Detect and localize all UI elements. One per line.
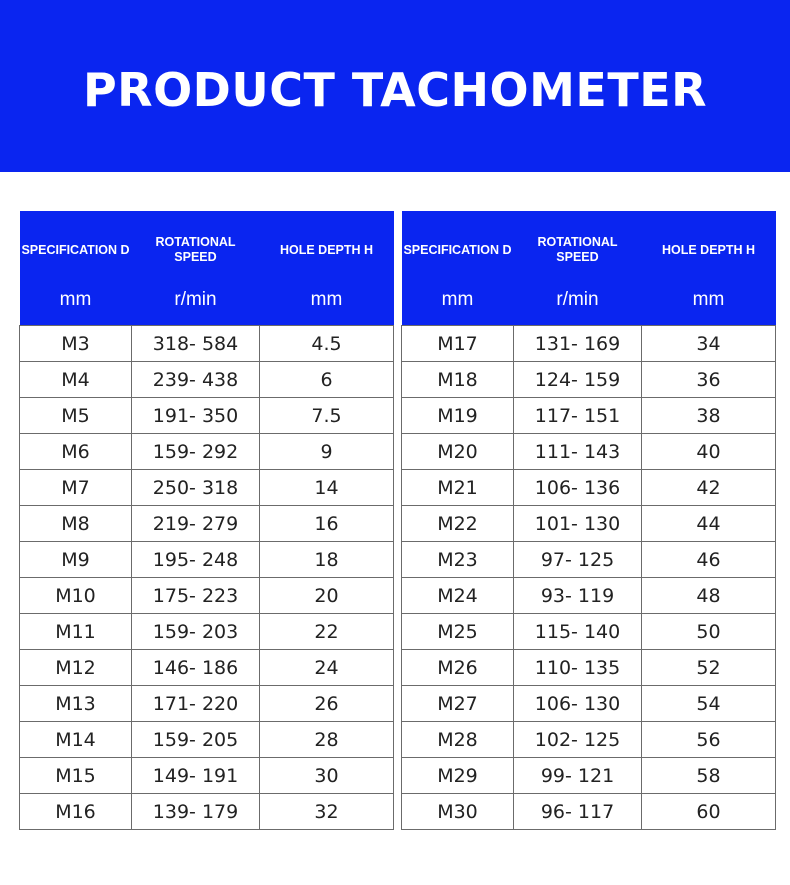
cell-speed: 111- 143 — [514, 434, 642, 470]
header-hole-depth: HOLE DEPTH H — [642, 211, 776, 289]
header-speed-line2: SPEED — [556, 250, 599, 264]
cell-speed: 239- 438 — [132, 362, 260, 398]
cell-speed: 195- 248 — [132, 542, 260, 578]
table-body — [402, 326, 776, 830]
cell-depth: 9 — [260, 434, 394, 470]
table-row — [402, 326, 776, 362]
table-row — [402, 578, 776, 614]
cell-depth: 32 — [260, 794, 394, 830]
cell-spec: M22 — [402, 506, 514, 542]
cell-depth: 54 — [642, 686, 776, 722]
cell-depth: 6 — [260, 362, 394, 398]
cell-speed: 93- 119 — [514, 578, 642, 614]
cell-speed: 175- 223 — [132, 578, 260, 614]
cell-speed: 171- 220 — [132, 686, 260, 722]
cell-spec: M19 — [402, 398, 514, 434]
cell-depth: 36 — [642, 362, 776, 398]
cell-speed: 159- 203 — [132, 614, 260, 650]
cell-speed: 115- 140 — [514, 614, 642, 650]
header-hole-depth: HOLE DEPTH H — [260, 211, 394, 289]
table-row — [20, 470, 394, 506]
cell-speed: 318- 584 — [132, 326, 260, 362]
title-banner — [0, 0, 790, 172]
cell-spec: M4 — [20, 362, 132, 398]
cell-spec: M16 — [20, 794, 132, 830]
cell-spec: M5 — [20, 398, 132, 434]
unit-speed: r/min — [132, 289, 260, 326]
spec-table-right — [401, 211, 776, 830]
cell-spec: M14 — [20, 722, 132, 758]
cell-speed: 117- 151 — [514, 398, 642, 434]
table-row — [402, 506, 776, 542]
table-row — [402, 434, 776, 470]
cell-speed: 250- 318 — [132, 470, 260, 506]
cell-spec: M12 — [20, 650, 132, 686]
cell-speed: 106- 130 — [514, 686, 642, 722]
cell-speed: 110- 135 — [514, 650, 642, 686]
cell-depth: 7.5 — [260, 398, 394, 434]
cell-depth: 60 — [642, 794, 776, 830]
cell-depth: 18 — [260, 542, 394, 578]
cell-speed: 99- 121 — [514, 758, 642, 794]
cell-speed: 101- 130 — [514, 506, 642, 542]
cell-depth: 38 — [642, 398, 776, 434]
cell-depth: 34 — [642, 326, 776, 362]
cell-speed: 149- 191 — [132, 758, 260, 794]
unit-spec: mm — [402, 289, 514, 326]
table-row — [20, 614, 394, 650]
cell-depth: 4.5 — [260, 326, 394, 362]
table-row — [20, 362, 394, 398]
cell-spec: M18 — [402, 362, 514, 398]
table-row — [402, 470, 776, 506]
cell-spec: M11 — [20, 614, 132, 650]
cell-spec: M20 — [402, 434, 514, 470]
cell-speed: 159- 205 — [132, 722, 260, 758]
cell-speed: 102- 125 — [514, 722, 642, 758]
cell-spec: M9 — [20, 542, 132, 578]
table-row — [402, 686, 776, 722]
cell-depth: 48 — [642, 578, 776, 614]
cell-speed: 106- 136 — [514, 470, 642, 506]
unit-depth: mm — [642, 289, 776, 326]
cell-depth: 14 — [260, 470, 394, 506]
header-rotational-speed — [132, 211, 260, 289]
unit-row — [402, 289, 776, 326]
table-row — [402, 758, 776, 794]
cell-speed: 139- 179 — [132, 794, 260, 830]
cell-spec: M15 — [20, 758, 132, 794]
cell-depth: 16 — [260, 506, 394, 542]
table-row — [20, 506, 394, 542]
cell-speed: 97- 125 — [514, 542, 642, 578]
table-row — [402, 398, 776, 434]
cell-depth: 56 — [642, 722, 776, 758]
cell-spec: M21 — [402, 470, 514, 506]
cell-depth: 58 — [642, 758, 776, 794]
cell-spec: M26 — [402, 650, 514, 686]
cell-speed: 131- 169 — [514, 326, 642, 362]
cell-spec: M8 — [20, 506, 132, 542]
cell-speed: 146- 186 — [132, 650, 260, 686]
table-row — [20, 578, 394, 614]
table-row — [402, 794, 776, 830]
cell-spec: M28 — [402, 722, 514, 758]
cell-depth: 28 — [260, 722, 394, 758]
table-row — [402, 542, 776, 578]
cell-speed: 219- 279 — [132, 506, 260, 542]
unit-row — [20, 289, 394, 326]
header-row — [20, 211, 394, 289]
unit-depth: mm — [260, 289, 394, 326]
cell-depth: 26 — [260, 686, 394, 722]
cell-speed: 96- 117 — [514, 794, 642, 830]
cell-spec: M6 — [20, 434, 132, 470]
cell-speed: 159- 292 — [132, 434, 260, 470]
page-title: PRODUCT TACHOMETER — [82, 63, 708, 117]
cell-speed: 124- 159 — [514, 362, 642, 398]
cell-spec: M30 — [402, 794, 514, 830]
cell-depth: 24 — [260, 650, 394, 686]
header-row — [402, 211, 776, 289]
table-row — [402, 362, 776, 398]
table-row — [20, 758, 394, 794]
table-row — [20, 650, 394, 686]
unit-spec: mm — [20, 289, 132, 326]
cell-spec: M27 — [402, 686, 514, 722]
cell-spec: M25 — [402, 614, 514, 650]
table-row — [402, 614, 776, 650]
cell-spec: M13 — [20, 686, 132, 722]
cell-speed: 191- 350 — [132, 398, 260, 434]
cell-depth: 40 — [642, 434, 776, 470]
spec-table-left — [19, 211, 394, 830]
table-row — [402, 722, 776, 758]
cell-spec: M29 — [402, 758, 514, 794]
table-row — [20, 398, 394, 434]
table-row — [20, 722, 394, 758]
cell-spec: M17 — [402, 326, 514, 362]
header-speed-line2: SPEED — [174, 250, 217, 264]
cell-spec: M10 — [20, 578, 132, 614]
cell-spec: M7 — [20, 470, 132, 506]
header-specification: SPECIFICATION D — [20, 211, 132, 289]
cell-depth: 42 — [642, 470, 776, 506]
table-row — [20, 326, 394, 362]
cell-depth: 22 — [260, 614, 394, 650]
table-body — [20, 326, 394, 830]
header-specification: SPECIFICATION D — [402, 211, 514, 289]
cell-depth: 20 — [260, 578, 394, 614]
header-speed-line1: ROTATIONAL — [155, 235, 236, 249]
table-row — [20, 434, 394, 470]
cell-spec: M24 — [402, 578, 514, 614]
table-row — [20, 794, 394, 830]
header-speed-line1: ROTATIONAL — [537, 235, 618, 249]
cell-depth: 30 — [260, 758, 394, 794]
table-row — [402, 650, 776, 686]
header-rotational-speed — [514, 211, 642, 289]
cell-spec: M3 — [20, 326, 132, 362]
unit-speed: r/min — [514, 289, 642, 326]
cell-depth: 44 — [642, 506, 776, 542]
cell-depth: 52 — [642, 650, 776, 686]
cell-depth: 50 — [642, 614, 776, 650]
table-row — [20, 686, 394, 722]
table-row — [20, 542, 394, 578]
cell-depth: 46 — [642, 542, 776, 578]
cell-spec: M23 — [402, 542, 514, 578]
